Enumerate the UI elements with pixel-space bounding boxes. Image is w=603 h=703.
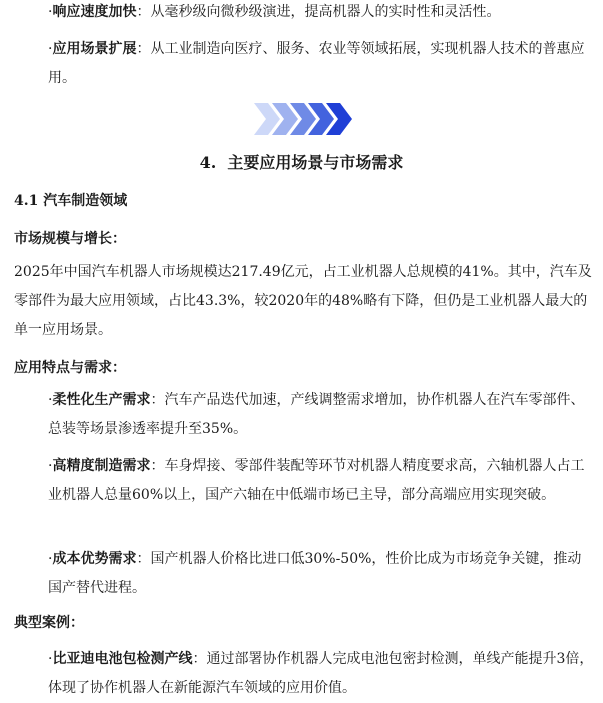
section-title-text: 主要应用场景与市场需求 [227, 153, 404, 172]
market-paragraph: 2025年中国汽车机器人市场规模达217.49亿元，占工业机器人总规模的41%。其中，汽车及零部件为最大应用领域，占比43.3%，较2020年的48%略有下降，但仍是工业机器人最大的单一应用场景。 [14, 264, 592, 338]
bullet-label: 响应速度加快 [52, 4, 137, 20]
cases-heading: 典型案例： [14, 615, 84, 631]
bullet-label: 成本优势需求 [52, 551, 137, 567]
bullet-text: ：通过部署协作机器人完成电池包密封检测，单线产能提升3倍，体现了协作机器人在新能源汽车领域的应用价值。 [48, 651, 594, 696]
subsection-title: 汽车制造领域 [43, 193, 128, 209]
bullet-label: 柔性化生产需求 [52, 392, 151, 408]
bullet-dot: · [48, 4, 53, 20]
bullet-label: 应用场景扩展 [52, 41, 137, 57]
bullet-text: ：从工业制造向医疗、服务、农业等领域拓展，实现机器人技术的普惠应用。 [48, 41, 585, 86]
subsection-heading [14, 190, 127, 210]
features-heading: 应用特点与需求： [14, 360, 126, 376]
bullet-scenario-expansion [48, 35, 593, 93]
feature-item-cost [48, 545, 594, 603]
bullet-dot: · [48, 651, 53, 667]
case-item-byd [48, 645, 594, 703]
section-number: 4. [199, 153, 217, 172]
bullet-text: ：从毫秒级向微秒级演进，提高机器人的实时性和灵活性。 [136, 4, 501, 20]
bullet-text: ：汽车产品迭代加速，产线调整需求增加，协作机器人在汽车零部件、总装等场景渗透率提升至35%。 [48, 392, 585, 437]
market-heading: 市场规模与增长： [14, 231, 126, 247]
feature-item-precision [48, 452, 594, 510]
bullet-text: ：国产机器人价格比进口低30%-50%，性价比成为市场竞争关键，推动国产替代进程。 [48, 551, 582, 596]
bullet-text: ：车身焊接、零部件装配等环节对机器人精度要求高，六轴机器人占工业机器人总量60%以上，国产六轴在中低端市场已主导，部分高端应用实现突破。 [48, 458, 585, 503]
feature-item-flexible [48, 386, 594, 444]
bullet-label: 比亚迪电池包检测产线 [52, 651, 193, 667]
bullet-dot: · [48, 458, 53, 474]
chevron-arrows-icon [250, 100, 354, 138]
bullet-dot: · [48, 551, 53, 567]
bullet-response-speed [48, 0, 593, 27]
bullet-dot: · [48, 392, 53, 408]
subsection-number: 4.1 [14, 193, 39, 209]
section-title [0, 150, 603, 173]
bullet-label: 高精度制造需求 [52, 458, 151, 474]
bullet-dot: · [48, 41, 53, 57]
